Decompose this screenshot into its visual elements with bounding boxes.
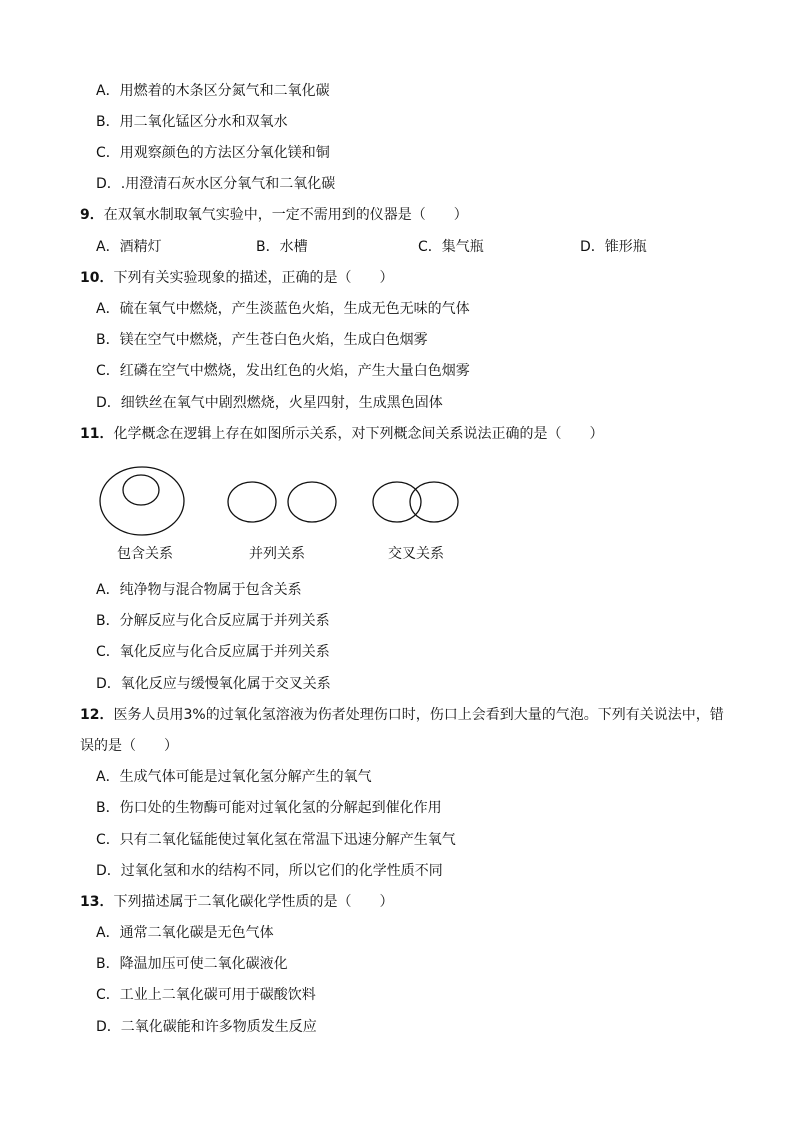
q13-option-c: C．工业上二氧化碳可用于碳酸饮料 bbox=[96, 987, 316, 1003]
q10-option-d: D．细铁丝在氧气中剧烈燃烧，火星四射，生成黑色固体 bbox=[96, 395, 443, 411]
intersect-left-circle bbox=[373, 482, 421, 522]
parallel-right-circle bbox=[288, 482, 336, 522]
question-10-text: 下列有关实验现象的描述，正确的是（ ） bbox=[113, 270, 394, 286]
q10-option-c: C．红磷在空气中燃烧，发出红色的火焰，产生大量白色烟雾 bbox=[96, 363, 470, 379]
q9-option-a: A．酒精灯 bbox=[96, 239, 162, 255]
q10-option-b: B．镁在空气中燃烧，产生苍白色火焰，生成白色烟雾 bbox=[96, 332, 428, 348]
q11-option-a: A．纯净物与混合物属于包含关系 bbox=[96, 582, 302, 598]
q12-option-d: D．过氧化氢和水的结构不同，所以它们的化学性质不同 bbox=[96, 863, 443, 879]
question-9-text: 在双氧水制取氧气实验中，一定不需用到的仪器是（ ） bbox=[103, 207, 468, 223]
q8-option-a: A．用燃着的木条区分氮气和二氧化碳 bbox=[96, 83, 330, 99]
q8-option-d: D．.用澄清石灰水区分氧气和二氧化碳 bbox=[96, 176, 336, 192]
parallel-left-circle bbox=[228, 482, 276, 522]
q13-option-d: D．二氧化碳能和许多物质发生反应 bbox=[96, 1019, 317, 1035]
question-12-text-line1: 医务人员用3%的过氧化氢溶液为伤者处理伤口时，伤口上会看到大量的气泡。下列有关说法中，错 bbox=[113, 707, 724, 723]
q9-option-c: C．集气瓶 bbox=[418, 239, 484, 255]
q9-option-b: B．水槽 bbox=[256, 239, 308, 255]
question-13 bbox=[80, 892, 393, 912]
intersect-right-circle bbox=[410, 482, 458, 522]
q9-option-d: D．锥形瓶 bbox=[580, 239, 647, 255]
label-parallel: 并列关系 bbox=[249, 546, 305, 562]
q10-option-a: A．硫在氧气中燃烧，产生淡蓝色火焰，生成无色无味的气体 bbox=[96, 301, 470, 317]
q11-option-c: C．氧化反应与化合反应属于并列关系 bbox=[96, 644, 330, 660]
q12-option-c: C．只有二氧化锰能使过氧化氢在常温下迅速分解产生氧气 bbox=[96, 832, 456, 848]
question-10-number: 10． bbox=[80, 270, 114, 286]
label-containment: 包含关系 bbox=[117, 546, 173, 562]
question-9-number: 9． bbox=[80, 207, 104, 223]
q11-option-d: D．氧化反应与缓慢氧化属于交叉关系 bbox=[96, 676, 331, 692]
containment-inner-circle bbox=[123, 475, 159, 505]
containment-outer-circle bbox=[100, 467, 184, 535]
q13-option-b: B．降温加压可使二氧化碳液化 bbox=[96, 956, 288, 972]
q13-option-a: A．通常二氧化碳是无色气体 bbox=[96, 925, 274, 941]
q8-option-c: C．用观察颜色的方法区分氧化镁和铜 bbox=[96, 145, 330, 161]
question-13-text: 下列描述属于二氧化碳化学性质的是（ ） bbox=[113, 894, 394, 910]
question-11-text: 化学概念在逻辑上存在如图所示关系，对下列概念间关系说法正确的是（ ） bbox=[113, 426, 604, 442]
question-11-number: 11． bbox=[80, 426, 114, 442]
q12-option-b: B．伤口处的生物酶可能对过氧化氢的分解起到催化作用 bbox=[96, 800, 442, 816]
question-12-text-line2: 误的是（ ） bbox=[80, 738, 178, 754]
q8-option-b: B．用二氧化锰区分水和双氧水 bbox=[96, 114, 288, 130]
label-intersection: 交叉关系 bbox=[388, 546, 444, 562]
q12-option-a: A．生成气体可能是过氧化氢分解产生的氧气 bbox=[96, 769, 372, 785]
question-12 bbox=[80, 705, 724, 725]
q11-option-b: B．分解反应与化合反应属于并列关系 bbox=[96, 613, 330, 629]
question-13-number: 13． bbox=[80, 894, 114, 910]
question-12-number: 12． bbox=[80, 707, 114, 723]
